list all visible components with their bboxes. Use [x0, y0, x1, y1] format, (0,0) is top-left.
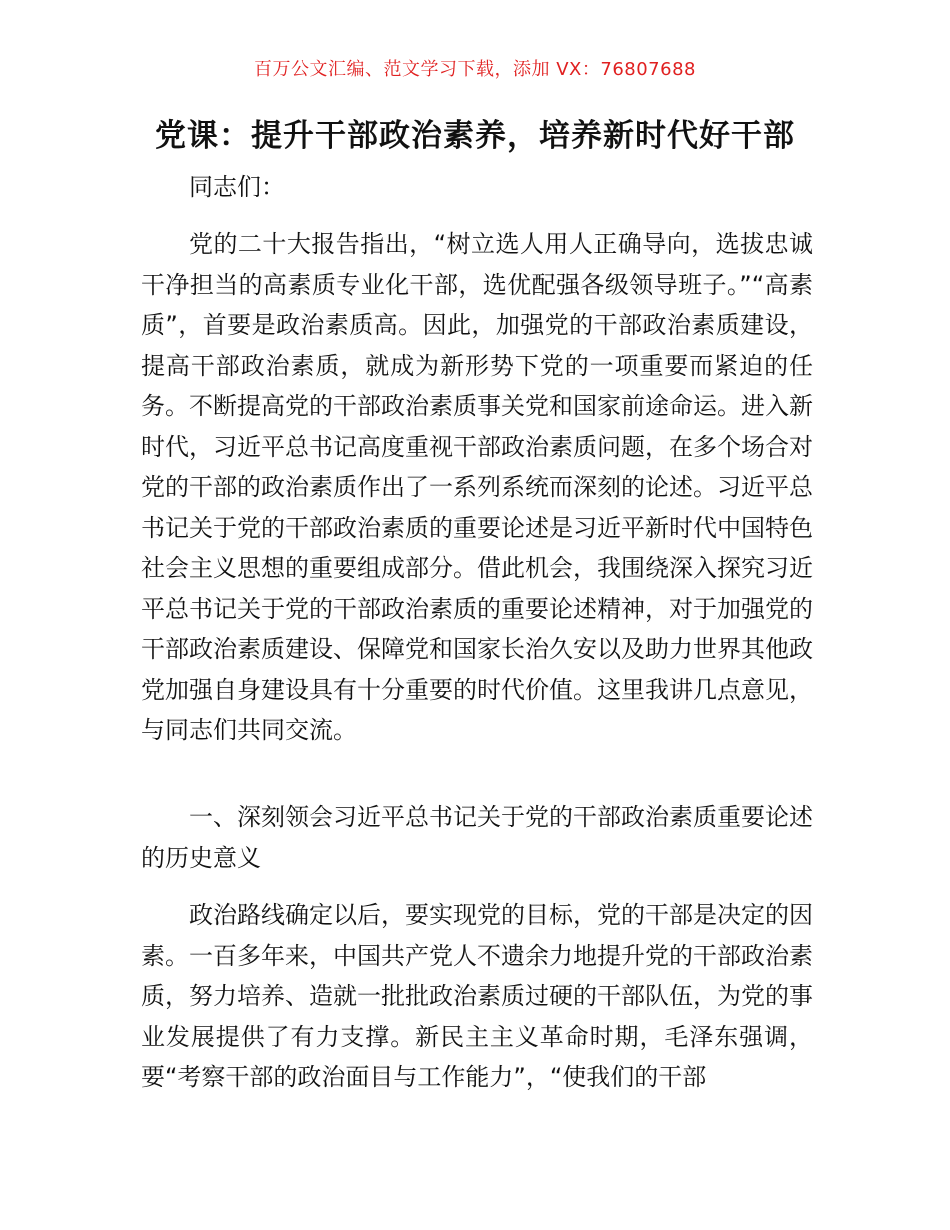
- greeting-text: 同志们：: [189, 173, 285, 201]
- section-heading-block: [141, 797, 813, 878]
- page-title: 党课：提升干部政治素养，培养新时代好干部: [155, 118, 795, 154]
- body-paragraph: 党的二十大报告指出，“树立选人用人正确导向，选拔忠诚干净担当的高素质专业化干部，选优配强各级领导班子。”“高素质”，首要是政治素质高。因此，加强党的干部政治素质建设，提高干部政治素质，就成为新形势下党的一项重要而紧迫的任务。不断提高党的干部政治素质事关党和国家前途命运。进入新时代，习近平总书记高度重视干部政治素质问题，在多个场合对党的干部的政治素质作出了一系列系统而深刻的论述。习近平总书记关于党的干部政治素质的重要论述是习近平新时代中国特色社会主义思想的重要组成部分。借此机会，我围绕深入探究习近平总书记关于党的干部政治素质的重要论述精神，对于加强党的干部政治素质建设、保障党和国家长治久安以及助力世界其他政党加强自身建设具有十分重要的时代价值。这里我讲几点意见，与同志们共同交流。: [141, 230, 813, 744]
- greeting-block: [141, 167, 813, 208]
- paragraph-block: [141, 224, 813, 751]
- body-paragraph: 政治路线确定以后，要实现党的目标，党的干部是决定的因素。一百多年来，中国共产党人不遗余力地提升党的干部政治素质，努力培养、造就一批批政治素质过硬的干部队伍，为党的事业发展提供了有力支撑。新民主主义革命时期，毛泽东强调，要“考察干部的政治面目与工作能力”，“使我们的干部: [141, 901, 813, 1091]
- promo-banner: 百万公文汇编、范文学习下载，添加 VX：76807688: [254, 59, 696, 80]
- paragraph-block: [141, 895, 813, 1098]
- section-heading: 一、深刻领会习近平总书记关于党的干部政治素质重要论述的历史意义: [141, 803, 813, 872]
